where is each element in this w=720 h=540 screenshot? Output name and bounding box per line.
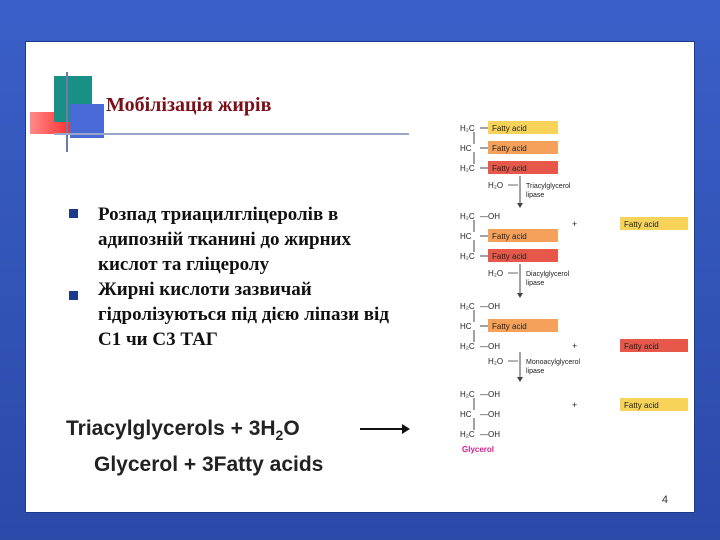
reaction-arrow-icon <box>360 422 410 436</box>
hydroxyl-label: —OH <box>480 430 500 439</box>
fatty-acid-label: Fatty acid <box>624 220 659 229</box>
hydroxyl-label: —OH <box>480 342 500 351</box>
fatty-acid-label: Fatty acid <box>492 144 527 153</box>
lipolysis-diagram <box>460 112 688 462</box>
hydroxyl-label: —OH <box>480 302 500 311</box>
hydroxyl-label: —OH <box>480 390 500 399</box>
bullet-item <box>66 202 406 277</box>
reaction-equation <box>66 414 323 480</box>
decor-horizontal-line <box>54 133 409 135</box>
bullet-text: Жирні кислоти зазвичай гідролізуються під дією ліпази від С1 чи С3 ТАГ <box>98 279 389 350</box>
slide <box>26 42 694 512</box>
plus-sign: + <box>572 400 578 410</box>
carbon-group-label: H₂C <box>460 252 475 261</box>
enzyme-label: lipase <box>526 368 545 375</box>
carbon-group-label: H₂C <box>460 212 475 221</box>
fatty-acid-label: Fatty acid <box>492 322 527 331</box>
enzyme-label: lipase <box>526 280 545 287</box>
plus-sign: + <box>572 341 578 351</box>
fatty-acid-label: Fatty acid <box>492 124 527 133</box>
carbon-group-label: HC <box>460 232 472 241</box>
step-arrow-icon <box>517 377 523 382</box>
water-label: H₂O <box>488 181 504 190</box>
hydroxyl-label: —OH <box>480 410 500 419</box>
carbon-group-label: H₂C <box>460 302 475 311</box>
fatty-acid-label: Fatty acid <box>492 232 527 241</box>
water-label: H₂O <box>488 357 504 366</box>
enzyme-label: Monoacylglycerol <box>526 359 581 366</box>
enzyme-label: Diacylglycerol <box>526 271 570 278</box>
carbon-group-label: H₂C <box>460 124 475 133</box>
fatty-acid-label: Fatty acid <box>624 401 659 410</box>
carbon-group-label: HC <box>460 410 472 419</box>
square-bullet-icon <box>69 291 78 300</box>
square-bullet-icon <box>69 209 78 218</box>
carbon-group-label: HC <box>460 322 472 331</box>
enzyme-label: Triacylglycerol <box>526 183 571 190</box>
carbon-group-label: HC <box>460 144 472 153</box>
decor-vertical-line <box>66 72 68 152</box>
slide-title: Мобілізація жирів <box>106 94 272 116</box>
water-label: H₂O <box>488 269 504 278</box>
fatty-acid-label: Fatty acid <box>492 164 527 173</box>
carbon-group-label: H₂C <box>460 390 475 399</box>
equation-line-1: Triacylglycerols + $3H_2O$ <box>66 417 300 444</box>
glycerol-label: Glycerol <box>462 445 495 454</box>
plus-sign: + <box>572 219 578 229</box>
step-arrow-icon <box>517 293 523 298</box>
carbon-group-label: H₂C <box>460 164 475 173</box>
page-number: 4 <box>661 494 668 506</box>
bullet-item <box>66 277 406 352</box>
hydroxyl-label: —OH <box>480 212 500 221</box>
step-arrow-icon <box>517 203 523 208</box>
carbon-group-label: H₂C <box>460 342 475 351</box>
fatty-acid-label: Fatty acid <box>492 252 527 261</box>
equation-line-2: Glycerol + 3Fatty acids <box>94 453 324 477</box>
carbon-group-label: H₂C <box>460 430 475 439</box>
bullet-text: Розпад триацилгліцеролів в адипозній тканині до жирних кислот та гліцеролу <box>98 204 351 275</box>
enzyme-label: lipase <box>526 192 545 199</box>
bullet-list <box>66 202 406 352</box>
fatty-acid-label: Fatty acid <box>624 342 659 351</box>
